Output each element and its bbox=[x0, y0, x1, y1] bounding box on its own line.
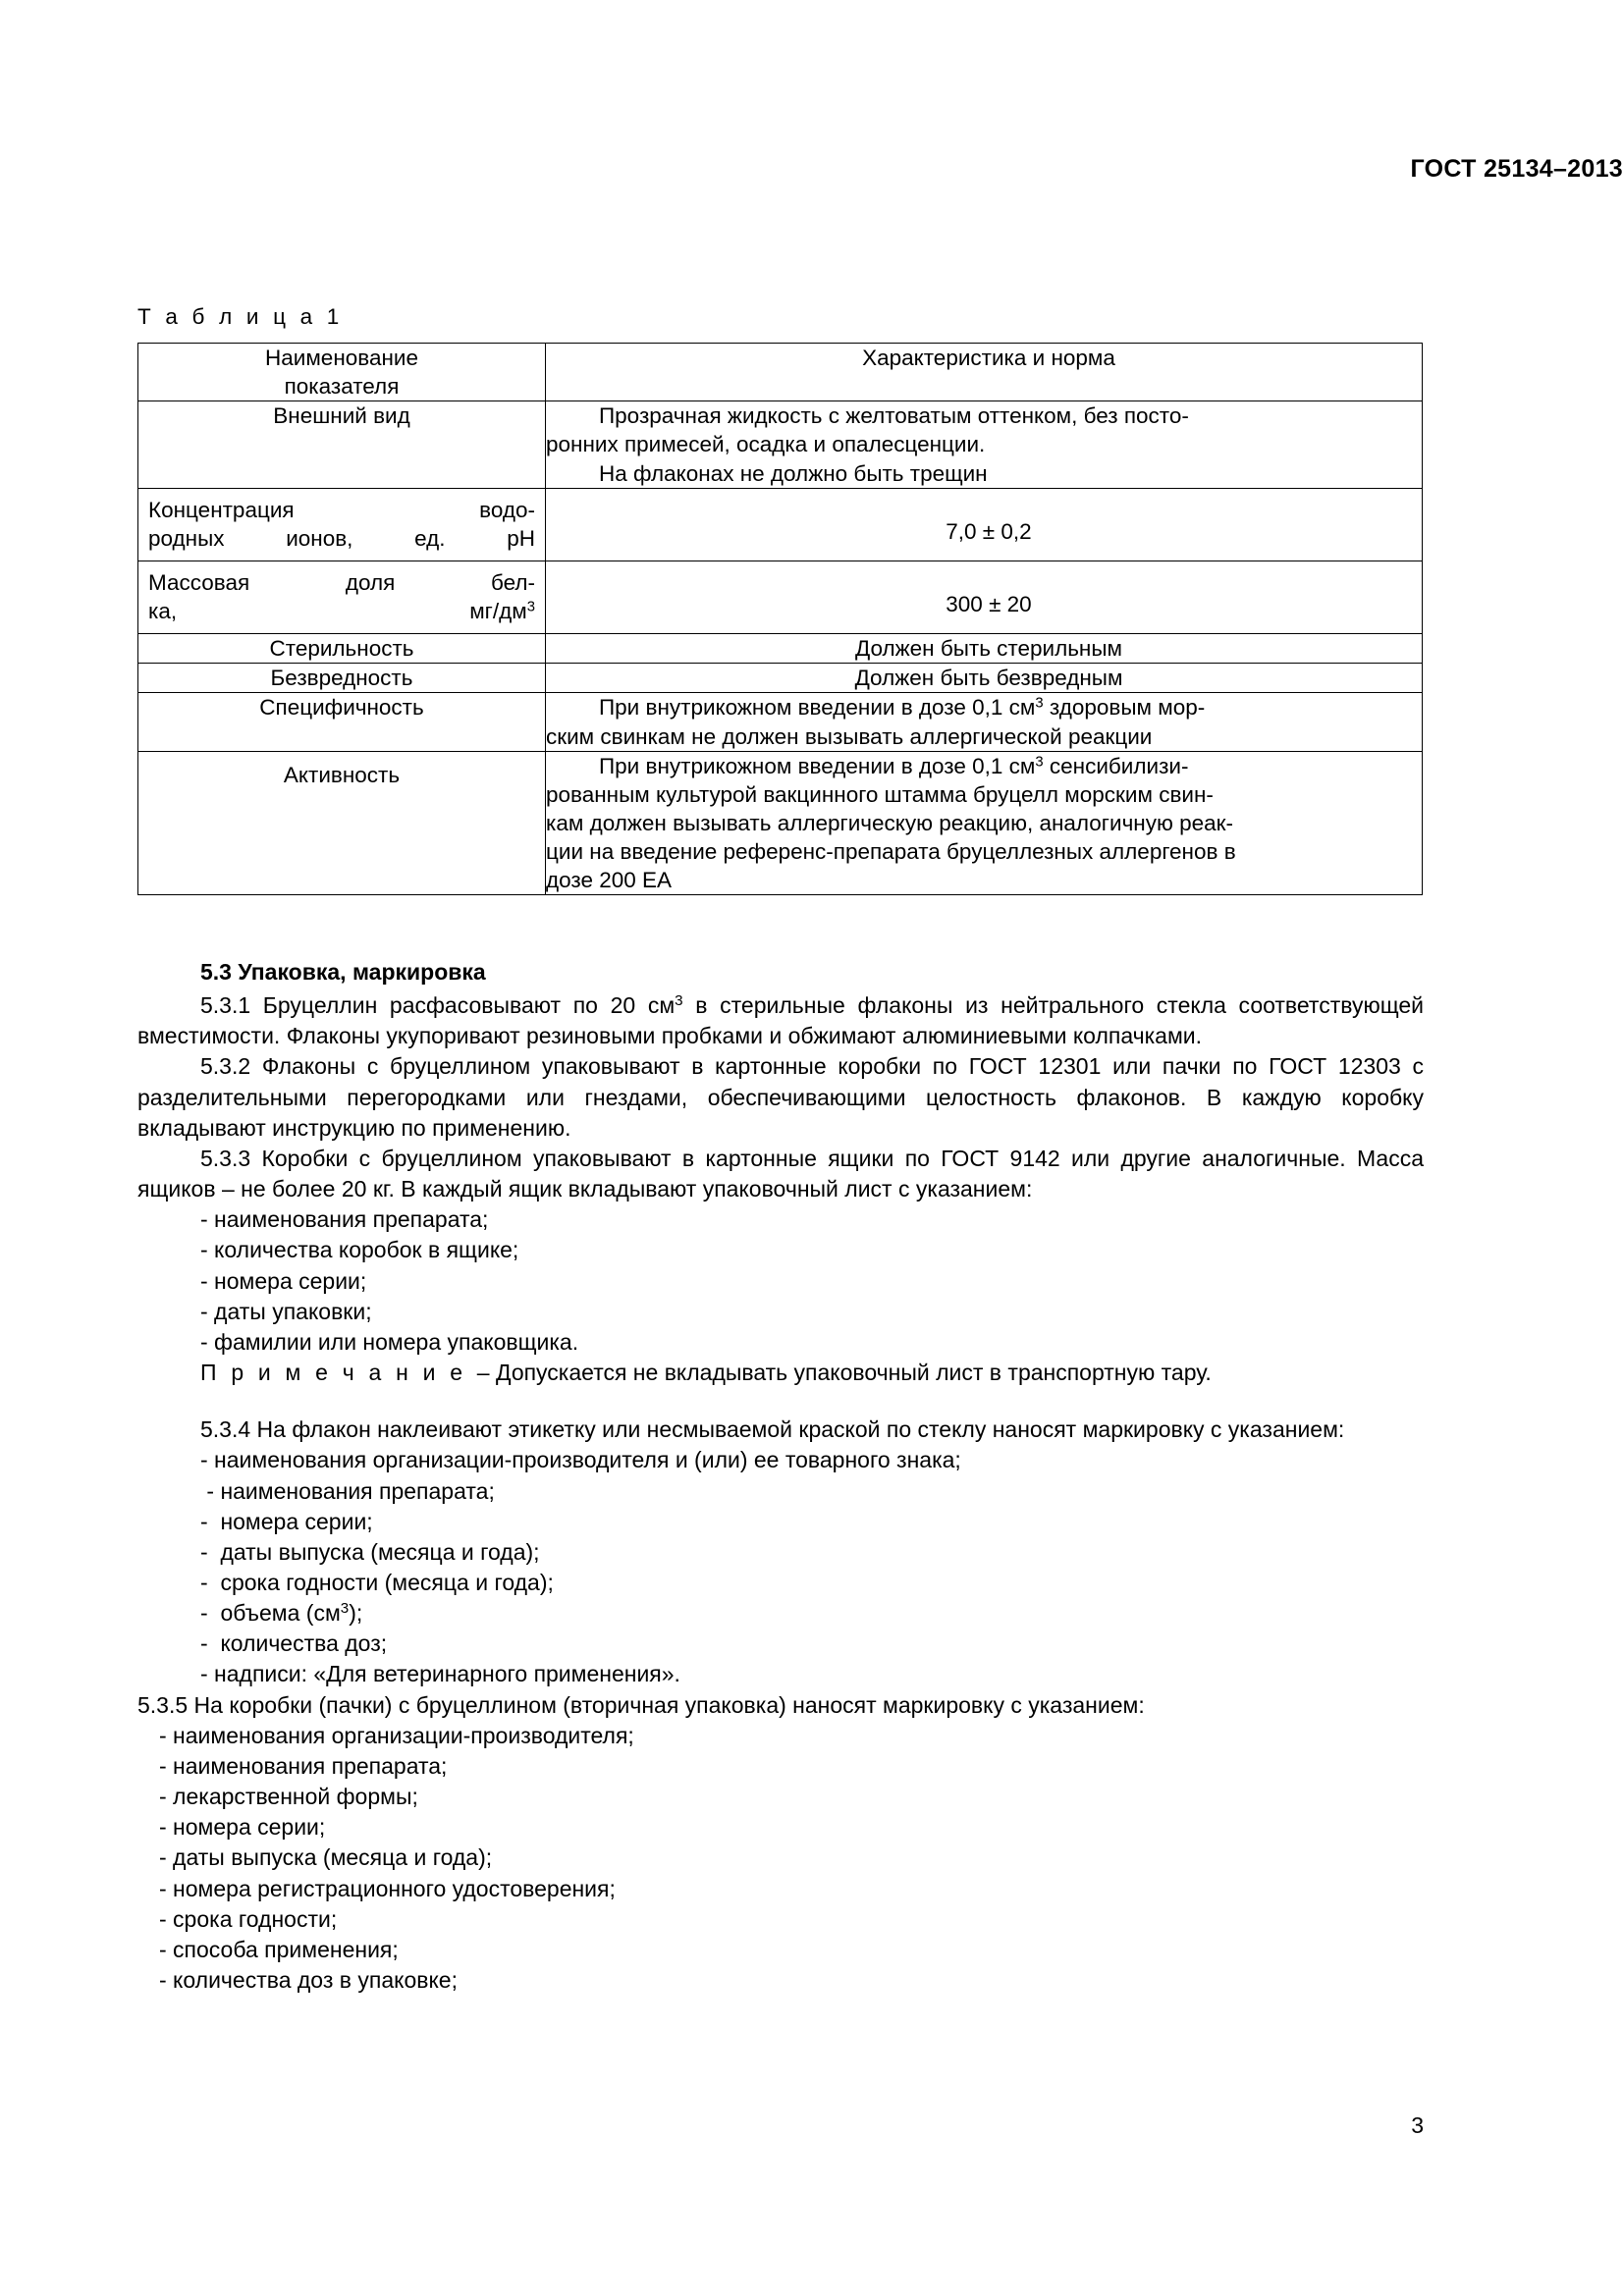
table-row bbox=[138, 401, 1423, 488]
row-value-appearance: Прозрачная жидкость с желтоватым оттенком, без посто- ронних примесей, осадка и опалесценции. На флаконах не должно быть трещин bbox=[546, 401, 1423, 488]
row-value-sterility: Должен быть стерильным bbox=[546, 634, 1423, 664]
specification-table bbox=[137, 343, 1423, 895]
list-item: - наименования препарата; bbox=[159, 1752, 448, 1779]
paragraph-5-3-2: 5.3.2 Флаконы с бруцеллином упаковывают в картонные коробки по ГОСТ 12301 или пачки по ГОСТ 12303 с разделительными перегородками или гнездами, обеспечивающими целостность флаконов. В каждую коробку вкладывают инструкцию по применению. bbox=[137, 1053, 1424, 1141]
table-row bbox=[138, 664, 1423, 693]
list-item: - количества доз в упаковке; bbox=[159, 1967, 458, 1993]
table-row bbox=[138, 488, 1423, 561]
row-value-specificity: При внутрикожном введении в дозе 0,1 $см^3$ здоровым мор- ским свинкам не должен вызывать аллергической реакции bbox=[546, 693, 1423, 751]
row-name-harmlessness: Безвредность bbox=[138, 664, 546, 693]
list-item: - номера серии; bbox=[200, 1508, 373, 1534]
body-text bbox=[137, 957, 1424, 1996]
row-value-harmlessness: Должен быть безвредным bbox=[546, 664, 1423, 693]
list-item: - количества доз; bbox=[200, 1630, 388, 1657]
list-item: - даты упаковки; bbox=[200, 1298, 372, 1324]
list-packing-slip-items bbox=[137, 1204, 1424, 1358]
list-item: - лекарственной формы; bbox=[159, 1784, 418, 1810]
row-value-activity: При внутрикожном введении в дозе 0,1 $см^3$ сенсибилизи- рованным культурой вакцинного штамма бруцелл морским свин- кам должен вызывать аллергическую реакцию, аналогичную реак- ции на введение референс-препарата бруцеллезных аллергенов в дозе 200 ЕА bbox=[546, 751, 1423, 895]
list-item: - срока годности; bbox=[159, 1905, 338, 1932]
list-item: - наименования организации-производителя и (или) ее товарного знака; bbox=[200, 1447, 961, 1473]
row-value-ph: 7,0 ± 0,2 bbox=[546, 488, 1423, 561]
list-item: - срока годности (месяца и года); bbox=[200, 1569, 554, 1595]
row-name-specificity: Специфичность bbox=[138, 693, 546, 751]
header-name-line1: Наименование bbox=[265, 346, 418, 370]
list-item: - надписи: «Для ветеринарного применения». bbox=[200, 1661, 680, 1687]
row-name-protein: Массовая доля бел- ка, $мг/дм^3$ bbox=[138, 561, 546, 633]
list-item: - способа применения; bbox=[159, 1936, 399, 1962]
list-item: - даты выпуска (месяца и года); bbox=[200, 1538, 540, 1565]
paragraph-5-3-4: 5.3.4 На флакон наклеивают этикетку или несмываемой краской по стеклу наносят маркировку с указанием: bbox=[200, 1416, 1345, 1443]
paragraph-spacer bbox=[137, 1388, 1424, 1415]
row-value-protein: 300 ± 20 bbox=[546, 561, 1423, 633]
superscript-three: 3 bbox=[1035, 753, 1044, 770]
list-item: - номера регистрационного удостоверения; bbox=[159, 1875, 616, 1901]
list-item: - фамилии или номера упаковщика. bbox=[200, 1328, 579, 1355]
list-item: - наименования препарата; bbox=[200, 1206, 489, 1233]
table-header-cell-value: Характеристика и норма bbox=[546, 344, 1423, 401]
list-item-volume: - объема $(см^3)$; bbox=[200, 1600, 363, 1627]
list-item: - наименования организации-производителя; bbox=[159, 1722, 634, 1748]
list-item: - даты выпуска (месяца и года); bbox=[159, 1844, 493, 1871]
table-header-row bbox=[138, 344, 1423, 401]
page-number: 3 bbox=[1411, 2112, 1424, 2138]
note-paragraph bbox=[137, 1358, 1424, 1388]
superscript-three: 3 bbox=[675, 992, 683, 1010]
list-vial-marking-items bbox=[137, 1445, 1424, 1689]
row-name-activity: Активность bbox=[138, 751, 546, 895]
list-item: - номера серии; bbox=[159, 1814, 326, 1841]
table-row bbox=[138, 561, 1423, 633]
section-heading-5-3: 5.3 Упаковка, маркировка bbox=[200, 959, 486, 985]
paragraph-5-3-1: 5.3.1 Бруцеллин расфасовывают по 20 $см^3$ в стерильные флаконы из нейтрального стекла соответствующей вместимости. Флаконы укупоривают резиновыми пробками и обжимают алюминиевыми колпачками. bbox=[137, 992, 1424, 1049]
list-item: - номера серии; bbox=[200, 1267, 367, 1294]
table-header-cell-name bbox=[138, 344, 546, 401]
list-item: - наименования препарата; bbox=[200, 1477, 495, 1504]
row-name-sterility: Стерильность bbox=[138, 634, 546, 664]
superscript-three: 3 bbox=[526, 599, 535, 615]
paragraph-5-3-3: 5.3.3 Коробки с бруцеллином упаковывают в картонные ящики по ГОСТ 9142 или другие аналогичные. Масса ящиков – не более 20 кг. В каждый ящик вкладывают упаковочный лист с указанием: bbox=[137, 1145, 1424, 1202]
superscript-three: 3 bbox=[340, 1600, 350, 1618]
table-caption: Т а б л и ц а 1 bbox=[137, 304, 344, 329]
row-name-ph: Концентрация водо- родных ионов, ед. рН bbox=[138, 488, 546, 561]
list-item: - количества коробок в ящике; bbox=[200, 1237, 519, 1263]
note-text: – Допускается не вкладывать упаковочный лист в транспортную тару. bbox=[476, 1360, 1212, 1386]
paragraph-5-3-5: 5.3.5 На коробки (пачки) с бруцеллином (вторичная упаковка) наносят маркировку с указанием: bbox=[137, 1691, 1145, 1718]
row-name-appearance: Внешний вид bbox=[138, 401, 546, 488]
document-header-standard-number: ГОСТ 25134–2013 bbox=[1410, 155, 1623, 183]
note-label: П р и м е ч а н и е bbox=[200, 1360, 477, 1386]
table-row bbox=[138, 634, 1423, 664]
table-row bbox=[138, 751, 1423, 895]
header-name-line2: показателя bbox=[284, 374, 400, 400]
list-box-marking-items bbox=[137, 1721, 1424, 1996]
superscript-three: 3 bbox=[1035, 695, 1044, 712]
table-row bbox=[138, 693, 1423, 751]
